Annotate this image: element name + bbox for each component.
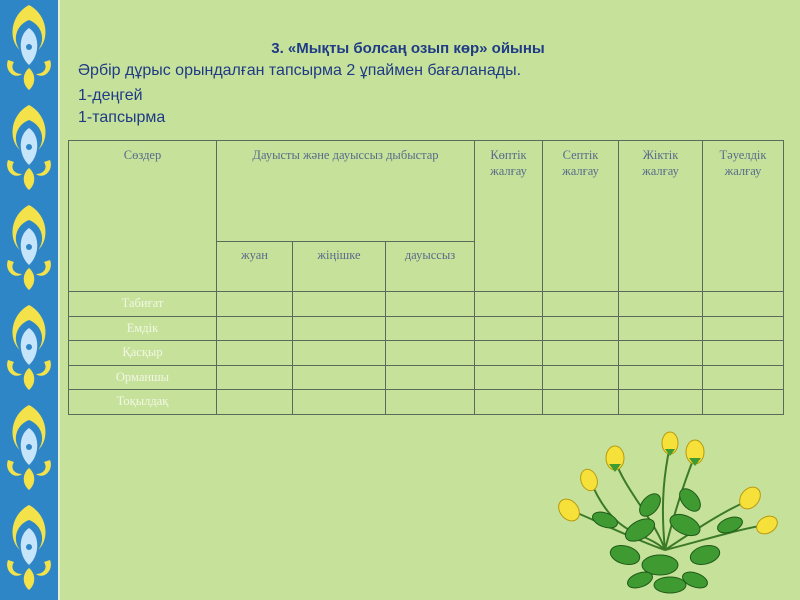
subheader-consonant [386,242,475,292]
answer-cell[interactable] [543,317,619,341]
header-plural-label: Көптік жалғау [490,148,527,178]
answer-cell[interactable] [703,341,784,366]
answer-cell[interactable] [293,366,386,390]
answer-cell[interactable] [386,341,475,366]
answer-cell[interactable] [543,292,619,317]
table-row [69,317,784,341]
subheader-soft-label: жіңішке [317,248,361,262]
answer-cell[interactable] [293,341,386,366]
answer-cell[interactable] [217,341,293,366]
task-label: 1-тапсырма [78,109,166,126]
subheader-soft [293,242,386,292]
word-cell: Емдік [69,317,217,341]
table-header-row [69,141,784,242]
subheader-hard-label: жуан [241,248,268,262]
answer-cell[interactable] [619,366,703,390]
answer-cell[interactable] [386,292,475,317]
table-row [69,341,784,366]
answer-cell[interactable] [217,390,293,415]
answer-cell[interactable] [475,292,543,317]
answer-cell[interactable] [293,292,386,317]
header-person [619,141,703,292]
answer-cell[interactable] [619,292,703,317]
answer-cell[interactable] [543,341,619,366]
header-case-label: Септік жалғау [562,148,599,178]
answer-cell[interactable] [703,390,784,415]
answer-cell[interactable] [703,366,784,390]
answer-cell[interactable] [386,390,475,415]
scoring-note: Әрбір дұрыс орындалған тапсырма 2 ұпаймен бағаланады. [78,62,522,79]
answer-cell[interactable] [217,366,293,390]
answer-cell[interactable] [543,390,619,415]
answer-cell[interactable] [386,317,475,341]
answer-cell[interactable] [475,390,543,415]
table-row [69,292,784,317]
header-words-label: Сөздер [123,148,162,162]
header-sounds [217,141,475,242]
table-row [69,366,784,390]
answer-cell[interactable] [619,317,703,341]
header-plural [475,141,543,292]
answer-cell[interactable] [619,341,703,366]
level-label: 1-деңгей [78,87,143,104]
answer-cell[interactable] [217,292,293,317]
header-possessive-label: Тәуелдік жалғау [719,148,767,178]
header-person-label: Жіктік жалғау [642,148,679,178]
header-possessive [703,141,784,292]
word-cell: Тоқылдақ [69,390,217,415]
answer-cell[interactable] [703,292,784,317]
header-words [69,141,217,292]
word-cell: Орманшы [69,366,217,390]
yellow-roses-icon [545,430,785,600]
answer-cell[interactable] [543,366,619,390]
answer-cell[interactable] [475,341,543,366]
header-sounds-label: Дауысты және дауыссыз дыбыстар [252,148,439,162]
answer-cell[interactable] [703,317,784,341]
subheader-hard [217,242,293,292]
word-cell: Табиғат [69,292,217,317]
answer-cell[interactable] [217,317,293,341]
ornament-border-icon [0,0,60,600]
answer-cell[interactable] [386,366,475,390]
answer-cell[interactable] [475,317,543,341]
answer-cell[interactable] [293,317,386,341]
exercise-table [68,140,784,415]
header-case [543,141,619,292]
table-row [69,390,784,415]
page-title: 3. «Мықты болсаң озып көр» ойыны [271,40,545,57]
subheader-consonant-label: дауыссыз [404,248,456,262]
answer-cell[interactable] [619,390,703,415]
word-cell: Қасқыр [69,341,217,366]
answer-cell[interactable] [293,390,386,415]
answer-cell[interactable] [475,366,543,390]
